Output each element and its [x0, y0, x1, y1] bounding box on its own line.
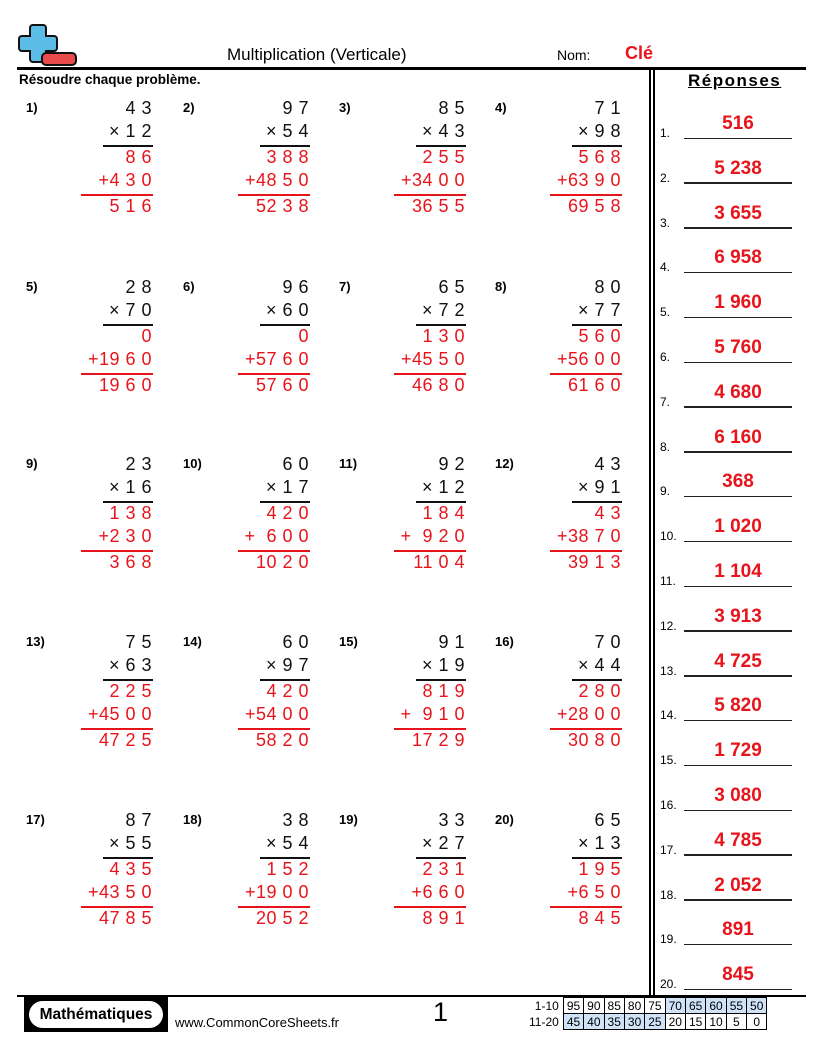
problem: [495, 634, 635, 784]
multiplicand: 3 3: [438, 810, 465, 830]
multiplier: × 2 7: [421, 833, 465, 853]
final-product: 57 6 0: [255, 375, 309, 395]
score-cell: 55: [726, 998, 746, 1014]
answer-row: [660, 155, 792, 185]
multiplicand: 6 0: [282, 632, 309, 652]
answer-value: 4 785: [714, 829, 762, 851]
multiplier: × 4 4: [577, 655, 621, 675]
answer-line: [684, 451, 792, 453]
brand-label: Mathématiques: [29, 1001, 163, 1028]
partial-product-1: 8 6: [125, 147, 152, 167]
problem: [183, 634, 323, 784]
answer-row: [660, 558, 792, 588]
answer-line: [684, 541, 792, 543]
problem-number: 10): [183, 456, 202, 471]
multiplicand: 7 1: [594, 98, 621, 118]
problem: [495, 812, 635, 962]
partial-product-1: 1 3 8: [109, 503, 152, 523]
answer-number: 15.: [660, 753, 677, 768]
problem: [339, 812, 479, 962]
answer-row: [660, 827, 792, 857]
partial-product-2: +4 3 0: [98, 170, 152, 190]
answer-number: 12.: [660, 618, 677, 633]
answer-line: [684, 317, 792, 319]
multiplier: × 9 7: [265, 655, 309, 675]
score-cell: 40: [584, 1014, 604, 1030]
answer-line: [684, 989, 792, 991]
final-product: 11 0 4: [413, 552, 465, 572]
score-cell: 10: [706, 1014, 726, 1030]
score-table: [526, 997, 767, 1030]
answer-row: [660, 200, 792, 230]
score-cell: 85: [604, 998, 624, 1014]
answer-value: 3 080: [714, 785, 762, 806]
final-product: 10 2 0: [255, 552, 309, 572]
partial-product-1: 2 3 1: [422, 859, 465, 879]
answer-row: [660, 782, 792, 812]
multiplicand: 3 8: [282, 810, 309, 830]
partial-product-1: 4 3: [594, 503, 621, 523]
multiplier: × 9 8: [577, 121, 621, 141]
name-label: Nom:: [557, 47, 591, 63]
problem: [495, 100, 635, 250]
final-product: 8 9 1: [422, 908, 465, 928]
partial-product-1: 2 8 0: [578, 681, 621, 701]
score-cell: 0: [747, 1014, 767, 1030]
problem-number: 20): [495, 812, 514, 827]
site-link[interactable]: www.CommonCoreSheets.fr: [175, 1015, 339, 1030]
final-product: 47 8 5: [98, 908, 152, 928]
final-product: 8 4 5: [578, 908, 621, 928]
answer-value: 4 680: [714, 381, 762, 403]
final-product: 52 3 8: [255, 196, 309, 216]
partial-product-2: + 9 2 0: [400, 526, 465, 546]
problem: [183, 100, 323, 250]
page-number: 1: [433, 997, 449, 1027]
answer-number: 3.: [660, 215, 671, 230]
answer-number: 19.: [660, 932, 677, 947]
answer-number: 16.: [660, 798, 677, 812]
score-range-label: 1-10: [534, 998, 559, 1013]
multiplicand: 2 8: [125, 277, 152, 297]
final-product: 36 5 5: [411, 196, 465, 216]
answer-row: [660, 244, 792, 274]
answer-line: [684, 586, 792, 588]
answer-value: 4 725: [714, 650, 762, 672]
score-cell: 90: [584, 998, 604, 1014]
problem-number: 17): [26, 812, 45, 827]
multiplicand: 7 5: [125, 632, 152, 652]
final-product: 69 5 8: [567, 196, 621, 216]
partial-product-1: 4 2 0: [266, 503, 309, 523]
answer-row: [660, 737, 792, 767]
partial-product-1: 4 2 0: [266, 681, 309, 701]
final-product: 39 1 3: [567, 552, 621, 572]
answer-value: 891: [722, 919, 754, 941]
problem: [339, 279, 479, 429]
score-cell: 35: [604, 1014, 624, 1030]
answer-line: [684, 406, 792, 408]
multiplier: × 1 9: [421, 655, 465, 675]
answer-line: [684, 899, 792, 901]
multiplier: × 5 4: [265, 121, 309, 141]
answer-row: [660, 468, 792, 498]
problem: [26, 279, 166, 429]
score-cell: 45: [563, 1014, 583, 1030]
partial-product-1: 4 3 5: [109, 859, 152, 879]
answer-row: [660, 289, 792, 319]
partial-product-2: +2 3 0: [98, 526, 152, 546]
multiplier: × 7 7: [577, 300, 621, 320]
final-product: 3 6 8: [109, 552, 152, 572]
final-product: 47 2 5: [98, 730, 152, 750]
multiplier: × 9 1: [577, 477, 621, 497]
answer-line: [684, 944, 792, 946]
partial-product-2: +6 5 0: [567, 882, 621, 902]
partial-product-1: 1 9 5: [578, 859, 621, 879]
partial-product-2: +57 6 0: [244, 349, 309, 369]
answer-line: [684, 272, 792, 274]
partial-product-2: +19 0 0: [244, 882, 309, 902]
problem-number: 18): [183, 812, 202, 827]
problem-number: 3): [339, 100, 351, 115]
partial-product-2: +19 6 0: [87, 349, 152, 369]
partial-product-2: +63 9 0: [556, 170, 621, 190]
multiplier: × 5 4: [265, 833, 309, 853]
partial-product-2: +34 0 0: [400, 170, 465, 190]
partial-product-1: 2 2 5: [109, 681, 152, 701]
partial-product-2: +43 5 0: [87, 882, 152, 902]
problem-number: 11): [339, 456, 358, 471]
answer-row: [660, 916, 792, 946]
final-product: 5 1 6: [109, 196, 152, 216]
multiplier: × 1 2: [108, 121, 152, 141]
partial-product-1: 1 5 2: [266, 859, 309, 879]
multiplicand: 6 5: [438, 277, 465, 297]
problem: [183, 279, 323, 429]
answer-value: 1 020: [714, 516, 762, 538]
multiplicand: 4 3: [125, 98, 152, 118]
score-cell: 80: [624, 998, 644, 1014]
header-divider: [17, 67, 806, 70]
partial-product-2: +45 5 0: [400, 349, 465, 369]
answer-line: [684, 138, 792, 140]
answer-row: [660, 603, 792, 633]
score-cell: 20: [665, 1014, 685, 1030]
problem: [183, 812, 323, 962]
answer-number: 10.: [660, 529, 677, 544]
answer-number: 11.: [660, 574, 676, 588]
answer-value: 2 052: [714, 874, 762, 896]
score-cell: 50: [747, 998, 767, 1014]
answer-line: [684, 227, 792, 229]
answer-line: [684, 765, 792, 767]
problem: [495, 456, 635, 606]
answer-number: 5.: [660, 305, 671, 320]
multiplicand: 7 0: [594, 632, 621, 652]
problem-number: 9): [26, 456, 38, 471]
answer-row: [660, 334, 792, 364]
problem: [26, 100, 166, 250]
partial-product-2: +45 0 0: [87, 704, 152, 724]
problem-number: 6): [183, 279, 195, 294]
answer-value: 3 655: [714, 202, 762, 224]
answer-number: 8.: [660, 439, 671, 454]
answer-value: 5 820: [714, 695, 762, 717]
answer-value: 6 958: [714, 247, 762, 269]
score-row: [526, 998, 767, 1014]
problem-number: 16): [495, 634, 514, 649]
answer-value: 5 760: [714, 337, 762, 358]
answer-value: 5 238: [714, 157, 762, 179]
problem: [26, 634, 166, 784]
multiplicand: 4 3: [594, 454, 621, 474]
final-product: 61 6 0: [567, 375, 621, 395]
problem-number: 4): [495, 100, 507, 115]
score-range-label: 11-20: [529, 1014, 559, 1029]
multiplicand: 8 5: [438, 98, 465, 118]
problem-number: 8): [495, 279, 507, 294]
problem-number: 13): [26, 634, 45, 649]
partial-product-2: + 6 0 0: [244, 526, 309, 546]
final-product: 20 5 2: [255, 908, 309, 928]
answer-row: [660, 961, 792, 991]
answer-row: [660, 110, 792, 140]
multiplier: × 1 3: [577, 833, 621, 853]
final-product: 46 8 0: [411, 375, 465, 395]
answer-value: 1 104: [714, 561, 762, 582]
multiplier: × 7 2: [421, 300, 465, 320]
problem-number: 19): [339, 812, 358, 827]
score-cell: 70: [665, 998, 685, 1014]
answer-column-divider: [649, 69, 651, 996]
partial-product-1: 5 6 8: [578, 147, 621, 167]
score-cell: 5: [726, 1014, 746, 1030]
answer-value: 516: [722, 113, 754, 134]
answer-number: 7.: [660, 394, 671, 409]
multiplier: × 4 3: [421, 121, 465, 141]
problem: [339, 456, 479, 606]
answer-value: 3 913: [714, 605, 762, 627]
problem-number: 12): [495, 456, 514, 471]
answer-number: 4.: [660, 260, 671, 275]
multiplicand: 9 1: [438, 632, 465, 652]
multiplier: × 5 5: [108, 833, 152, 853]
answer-number: 17.: [660, 842, 677, 857]
multiplicand: 8 7: [125, 810, 152, 830]
answer-line: [684, 182, 792, 184]
partial-product-1: 1 3 0: [422, 326, 465, 346]
answer-row: [660, 513, 792, 543]
partial-product-1: 8 1 9: [422, 681, 465, 701]
plus-minus-logo-icon: [17, 23, 79, 67]
score-cell: 65: [685, 998, 705, 1014]
problem-number: 14): [183, 634, 202, 649]
multiplicand: 9 6: [282, 277, 309, 297]
partial-product-2: +48 5 0: [244, 170, 309, 190]
multiplicand: 9 2: [438, 454, 465, 474]
multiplicand: 9 7: [282, 98, 309, 118]
partial-product-1: 3 8 8: [266, 147, 309, 167]
problem-number: 2): [183, 100, 195, 115]
answer-line: [684, 362, 792, 364]
problem-number: 15): [339, 634, 358, 649]
final-product: 19 6 0: [98, 375, 152, 395]
answer-line: [684, 720, 792, 722]
problem: [26, 456, 166, 606]
score-cell: 60: [706, 998, 726, 1014]
final-product: 17 2 9: [411, 730, 465, 750]
answer-line: [684, 675, 792, 677]
multiplier: × 7 0: [108, 300, 152, 320]
answer-value: 368: [722, 471, 754, 493]
worksheet-title: Multiplication (Verticale): [227, 45, 407, 64]
final-product: 58 2 0: [255, 730, 309, 750]
answer-number: 18.: [660, 887, 677, 902]
partial-product-2: +54 0 0: [244, 704, 309, 724]
multiplier: × 1 2: [421, 477, 465, 497]
answer-row: [660, 424, 792, 454]
multiplicand: 6 0: [282, 454, 309, 474]
answer-row: [660, 872, 792, 902]
multiplier: × 1 6: [108, 477, 152, 497]
answer-number: 20.: [660, 977, 677, 992]
answer-row: [660, 692, 792, 722]
answer-column-divider: [653, 69, 655, 996]
answer-number: 9.: [660, 484, 671, 499]
answer-value: 845: [722, 964, 754, 986]
answer-value: 1 729: [714, 740, 762, 762]
answer-number: 13.: [660, 663, 677, 678]
score-cell: 75: [645, 998, 665, 1014]
answer-value: 6 160: [714, 426, 762, 448]
answers-title: Réponses: [688, 71, 782, 90]
answer-row: [660, 648, 792, 678]
answer-number: 2.: [660, 170, 671, 185]
score-cell: 95: [563, 998, 583, 1014]
problem-number: 7): [339, 279, 351, 294]
multiplier: × 6 0: [265, 300, 309, 320]
partial-product-2: +56 0 0: [556, 349, 621, 369]
score-cell: 30: [624, 1014, 644, 1030]
partial-product-1: 2 5 5: [422, 147, 465, 167]
answer-line: [684, 630, 792, 632]
answer-value: 1 960: [714, 292, 762, 314]
multiplicand: 2 3: [125, 454, 152, 474]
answer-line: [684, 496, 792, 498]
multiplicand: 8 0: [594, 277, 621, 297]
answer-number: 1.: [660, 126, 671, 140]
multiplicand: 6 5: [594, 810, 621, 830]
score-row: [526, 1014, 767, 1030]
problem-number: 1): [26, 100, 38, 115]
score-cell: 15: [685, 1014, 705, 1030]
final-product: 30 8 0: [567, 730, 621, 750]
problem: [183, 456, 323, 606]
multiplier: × 1 7: [265, 477, 309, 497]
multiplier: × 6 3: [108, 655, 152, 675]
problem: [339, 634, 479, 784]
partial-product-1: 0: [298, 326, 309, 346]
partial-product-2: +38 7 0: [556, 526, 621, 546]
answer-line: [684, 810, 792, 812]
problem: [495, 279, 635, 429]
problem-number: 5): [26, 279, 38, 294]
answer-number: 6.: [660, 350, 671, 364]
problem: [26, 812, 166, 962]
name-value: Clé: [625, 43, 654, 63]
score-cell: 25: [645, 1014, 665, 1030]
partial-product-2: +28 0 0: [556, 704, 621, 724]
problem: [339, 100, 479, 250]
partial-product-2: +6 6 0: [411, 882, 465, 902]
partial-product-1: 5 6 0: [578, 326, 621, 346]
answer-line: [684, 854, 792, 856]
partial-product-1: 1 8 4: [422, 503, 465, 523]
instructions: Résoudre chaque problème.: [19, 72, 201, 87]
answer-row: [660, 379, 792, 409]
answer-number: 14.: [660, 708, 677, 723]
partial-product-2: + 9 1 0: [400, 704, 465, 724]
partial-product-1: 0: [141, 326, 152, 346]
